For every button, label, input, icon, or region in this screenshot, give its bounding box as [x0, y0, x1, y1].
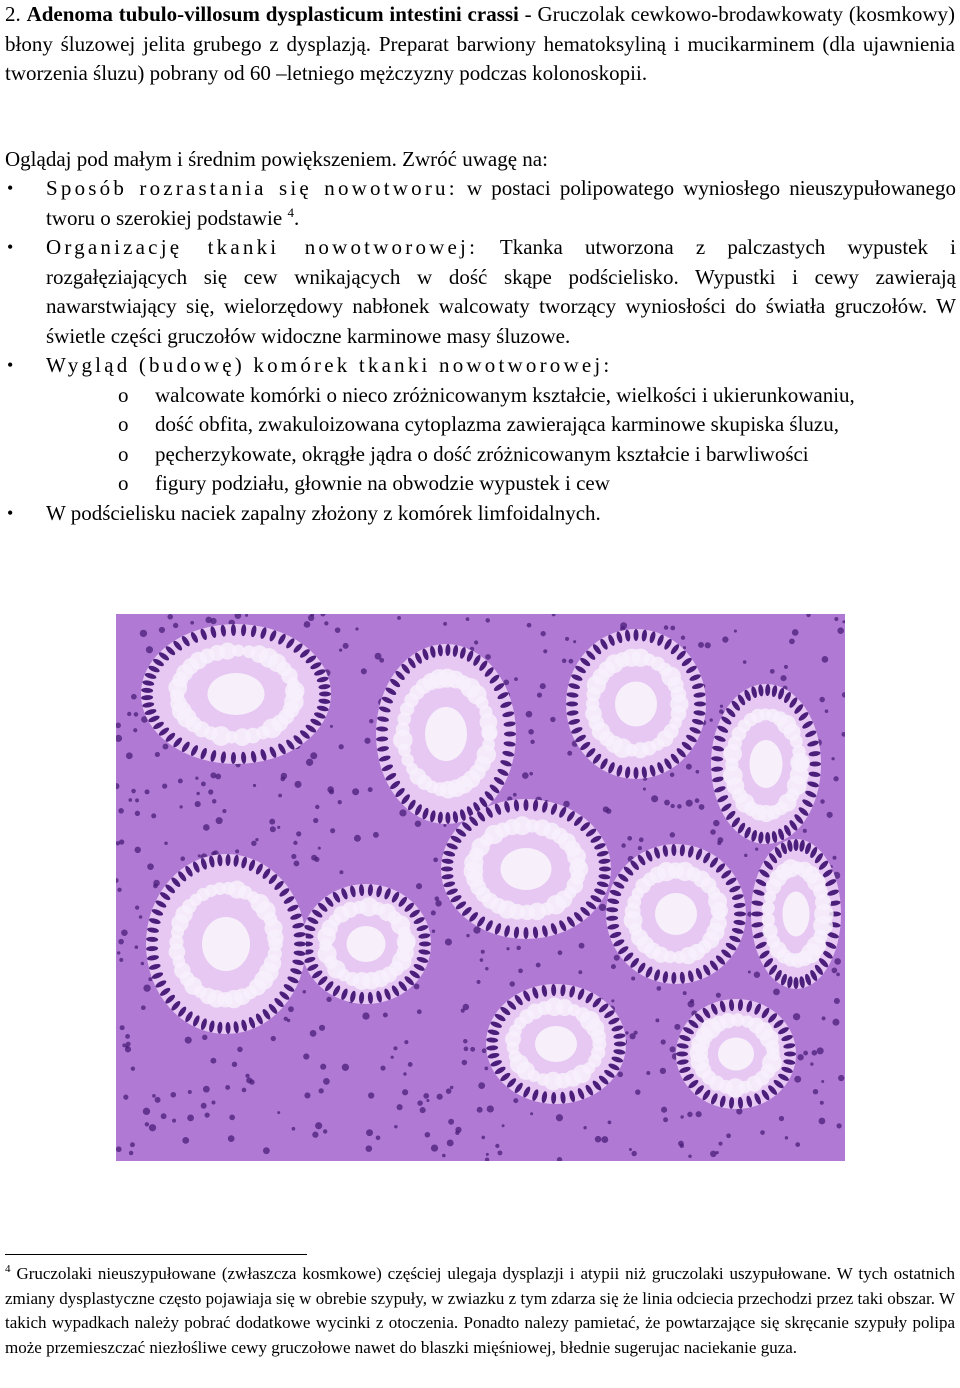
heading-paragraph	[5, 0, 955, 89]
footnote-number: 4	[5, 1263, 11, 1275]
observation-list	[0, 174, 956, 528]
footnote-divider	[5, 1254, 307, 1255]
histology-micrograph-image	[116, 614, 845, 1161]
heading-title: Adenoma tubulo-villosum dysplasticum intestini crassi	[26, 2, 519, 26]
footnote-text: Gruczolaki nieuszypułowane (zwłaszcza kosmkowe) częściej ulegaja dysplazji i atypii niż gruczolaki uszypułowane. W tych ostatnich zmiany dysplastyczne często pojawiaja się w obrebie szypuły, w zwiazku z tym zdarza się że linia odciecia przechodzi przez taki obszar. W takich wypadkach należy pobrać dodatkowe wycinki z otoczenia. Ponadto nalezy pamietać, że powtarzające się skręcanie szypuły polipa może przemieszczać niezłośliwe cewy gruczołowe nawet do blaszki mięśniowej, błednie sugerujac naciekanie guza.	[5, 1264, 955, 1357]
sub-marker-icon: o	[118, 471, 129, 495]
footnote-ref[interactable]: 4	[287, 204, 294, 220]
list-item-growth	[0, 174, 956, 233]
sub-item	[0, 469, 956, 499]
bullet-icon: •	[7, 178, 14, 198]
sub-marker-icon: o	[118, 382, 129, 407]
heading-number: 2.	[5, 2, 21, 26]
bullet-icon: •	[7, 502, 14, 523]
item-text: Tkanka utworzona z palczastych wypustek i rozgałęziających się cew wnikających w dość skąpe podścielisko. Wypustki i cewy zawierają nawarstwiający się, wielorzędowy nabłonek walcowaty tworzący wyniosłości do światła gruczołów. W świetle części gruczołów widoczne karminowe masy śluzowe.	[46, 235, 956, 348]
list-item-organization	[0, 233, 956, 351]
sub-item-text: walcowate komórki o nieco zróżnicowanym kształcie, wielkości i ukierunkowaniu,	[155, 382, 855, 407]
sub-item	[0, 381, 956, 411]
bullet-icon: •	[7, 237, 14, 257]
item-text: W podścielisku naciek zapalny złożony z komórek limfoidalnych.	[46, 500, 601, 525]
sub-item-text: pęcherzykowate, okrągłe jądra o dość zróżnicowanym kształcie i barwliwości	[155, 441, 809, 466]
item-label: Wygląd (budowę) komórek tkanki nowotworowej:	[46, 353, 613, 377]
sub-item-text: dość obfita, zwakuloizowana cytoplazma zawierająca karminowe skupiska śluzu,	[155, 412, 839, 436]
heading-description: - Gruczolak cewkowo-brodawkowaty (kosmkowy) błony śluzowej jelita grubego z dysplazją. Preparat barwiony hematoksyliną i mucikarminem (dla ujawnienia tworzenia śluzu) pobrany od 60 –letniego mężczyzny podczas kolonoskopii.	[5, 2, 955, 85]
item-label: Organizację tkanki nowotworowej:	[46, 235, 479, 259]
sub-marker-icon: o	[118, 412, 129, 436]
bullet-icon: •	[7, 355, 14, 375]
item-end: .	[293, 205, 300, 230]
item-label: Sposób rozrastania się nowotworu:	[46, 176, 458, 200]
sub-item	[0, 440, 956, 470]
list-item-cells	[0, 351, 956, 381]
intro-text: Oglądaj pod małym i średnim powiększeniem. Zwróć uwagę na:	[5, 147, 548, 171]
item-text: w postaci polipowatego wyniosłego nieuszypułowanego tworu o szerokiej podstawie	[46, 176, 957, 230]
sub-marker-icon: o	[118, 441, 129, 466]
list-item-infiltrate	[0, 499, 956, 529]
histology-micrograph-icon	[116, 614, 845, 1161]
sub-item	[0, 410, 956, 440]
sub-item-text: figury podziału, głownie na obwodzie wypustek i cew	[155, 471, 610, 495]
footnote	[5, 1262, 955, 1360]
